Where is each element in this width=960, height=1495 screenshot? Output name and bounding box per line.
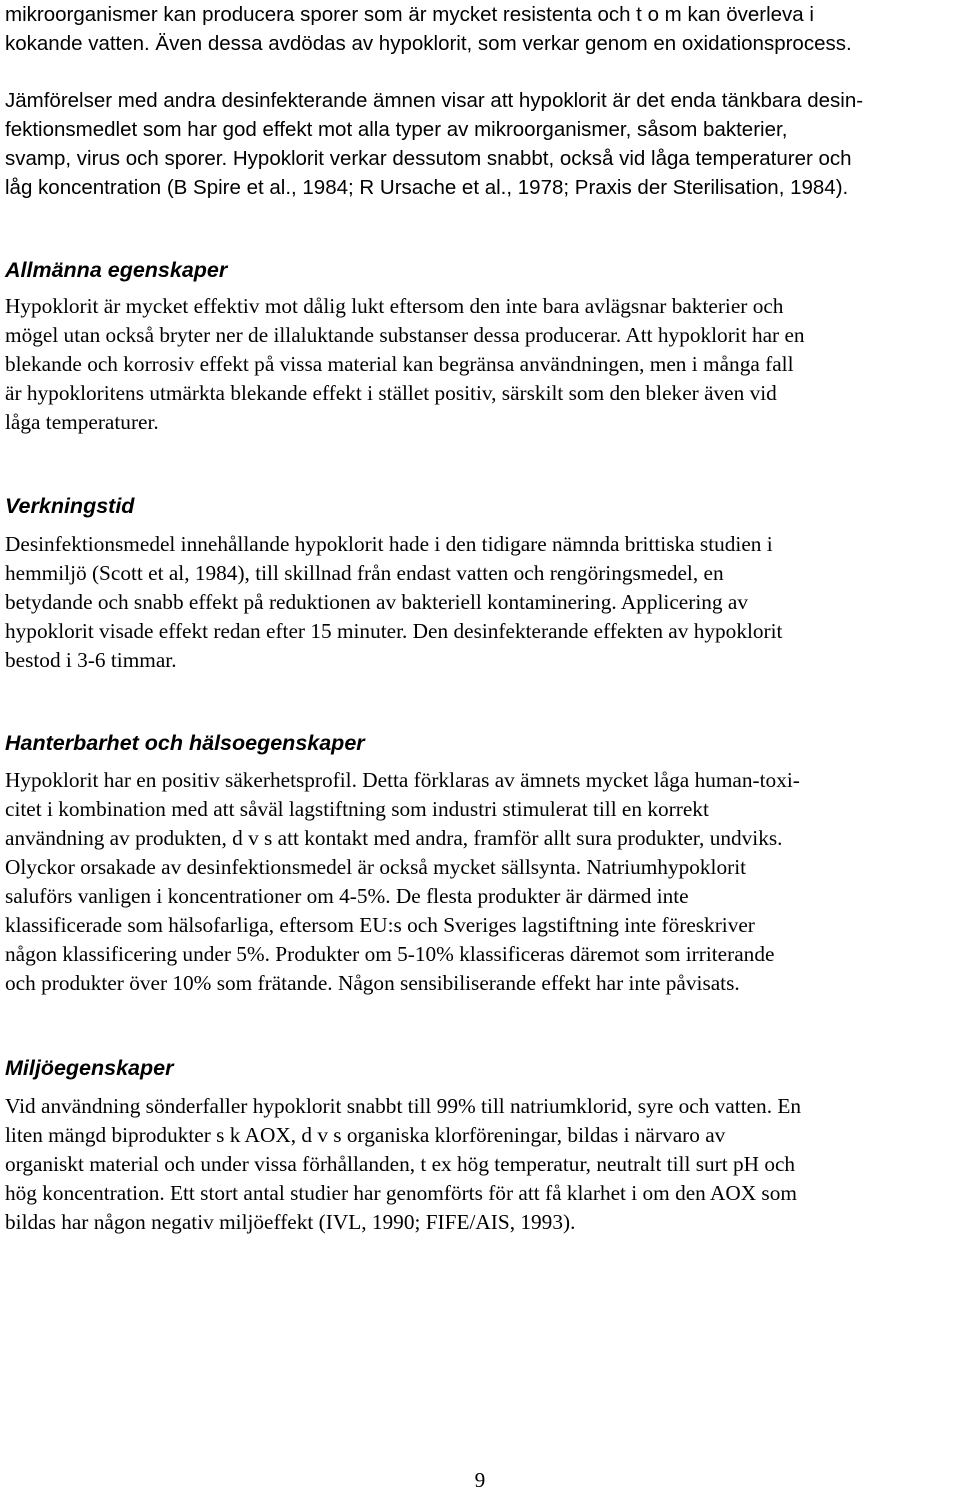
text-line: saluförs vanligen i koncentrationer om 4-5%. De flesta produkter är därmed inte — [5, 884, 689, 908]
text-line: Olyckor orsakade av desinfektionsmedel är också mycket sällsynta. Natriumhypoklorit — [5, 855, 747, 879]
paragraph-action-time — [5, 530, 957, 675]
page-number: 9 — [474, 1468, 486, 1492]
text-line: mikroorganismer kan producera sporer som är mycket resistenta och t o m kan överleva i — [5, 3, 814, 26]
text-line: organiskt material och under vissa förhållanden, t ex hög temperatur, neutralt till surt pH och — [5, 1152, 796, 1176]
text-line: mögel utan också bryter ner de illaluktande substanser dessa producerar. Att hypoklorit har en — [5, 323, 805, 347]
text-line: liten mängd biprodukter s k AOX, d v s organiska klorföreningar, bildas i närvaro av — [5, 1123, 726, 1147]
text-line: fektionsmedlet som har god effekt mot alla typer av mikroorganismer, såsom bakterier, — [5, 118, 788, 141]
text-line: låga temperaturer. — [5, 410, 159, 434]
section-heading-general-properties: Allmänna egenskaper — [5, 258, 228, 282]
text-line: hög koncentration. Ett stort antal studier har genomförts för att få klarhet i om den AOX som — [5, 1181, 797, 1205]
text-line: klassificerade som hälsofarliga, eftersom EU:s och Sveriges lagstiftning inte föreskriver — [5, 913, 755, 937]
text-line: användning av produkten, d v s att kontakt med andra, framför allt sura produkter, undviks. — [5, 826, 783, 850]
text-line: och produkter över 10% som frätande. Någon sensibiliserande effekt har inte påvisats. — [5, 971, 740, 995]
paragraph-general-properties — [5, 292, 957, 437]
paragraph-handling-health — [5, 766, 957, 998]
text-line: låg koncentration (B Spire et al., 1984; R Ursache et al., 1978; Praxis der Sterilisation, 1984). — [5, 176, 849, 199]
text-line: hemmiljö (Scott et al, 1984), till skillnad från endast vatten och rengöringsmedel, en — [5, 561, 724, 585]
section-heading-handling-health: Hanterbarhet och hälsoegenskaper — [5, 731, 365, 755]
text-line: svamp, virus och sporer. Hypoklorit verkar dessutom snabbt, också vid låga temperaturer och — [5, 147, 852, 170]
text-line: Hypoklorit har en positiv säkerhetsprofil. Detta förklaras av ämnets mycket låga human-toxi- — [5, 768, 800, 792]
paragraph-intro — [5, 0, 957, 58]
text-line: Jämförelser med andra desinfekterande ämnen visar att hypoklorit är det enda tänkbara desin- — [5, 89, 864, 112]
text-line: är hypokloritens utmärkta blekande effekt i stället positiv, särskilt som den bleker även vid — [5, 381, 777, 405]
section-heading-action-time: Verkningstid — [5, 494, 135, 518]
text-line: Vid användning sönderfaller hypoklorit snabbt till 99% till natriumklorid, syre och vatten. En — [5, 1094, 802, 1118]
text-line: blekande och korrosiv effekt på vissa material kan begränsa användningen, men i många fall — [5, 352, 794, 376]
paragraph-comparison — [5, 86, 957, 202]
text-line: Desinfektionsmedel innehållande hypoklorit hade i den tidigare nämnda brittiska studien i — [5, 532, 773, 556]
section-heading-environmental-properties: Miljöegenskaper — [5, 1056, 174, 1080]
text-line: Hypoklorit är mycket effektiv mot dålig lukt eftersom den inte bara avlägsnar bakterier och — [5, 294, 784, 318]
text-line: betydande och snabb effekt på reduktionen av bakteriell kontaminering. Applicering av — [5, 590, 748, 614]
text-line: bildas har någon negativ miljöeffekt (IVL, 1990; FIFE/AIS, 1993). — [5, 1210, 576, 1234]
text-line: kokande vatten. Även dessa avdödas av hypoklorit, som verkar genom en oxidationsprocess. — [5, 32, 852, 55]
text-line: någon klassificering under 5%. Produkter om 5-10% klassificeras däremot som irriterande — [5, 942, 775, 966]
text-line: bestod i 3-6 timmar. — [5, 648, 177, 672]
text-line: hypoklorit visade effekt redan efter 15 minuter. Den desinfekterande effekten av hypoklorit — [5, 619, 783, 643]
paragraph-environmental-properties — [5, 1092, 957, 1237]
text-line: citet i kombination med att såväl lagstiftning som industri stimulerat till en korrekt — [5, 797, 709, 821]
